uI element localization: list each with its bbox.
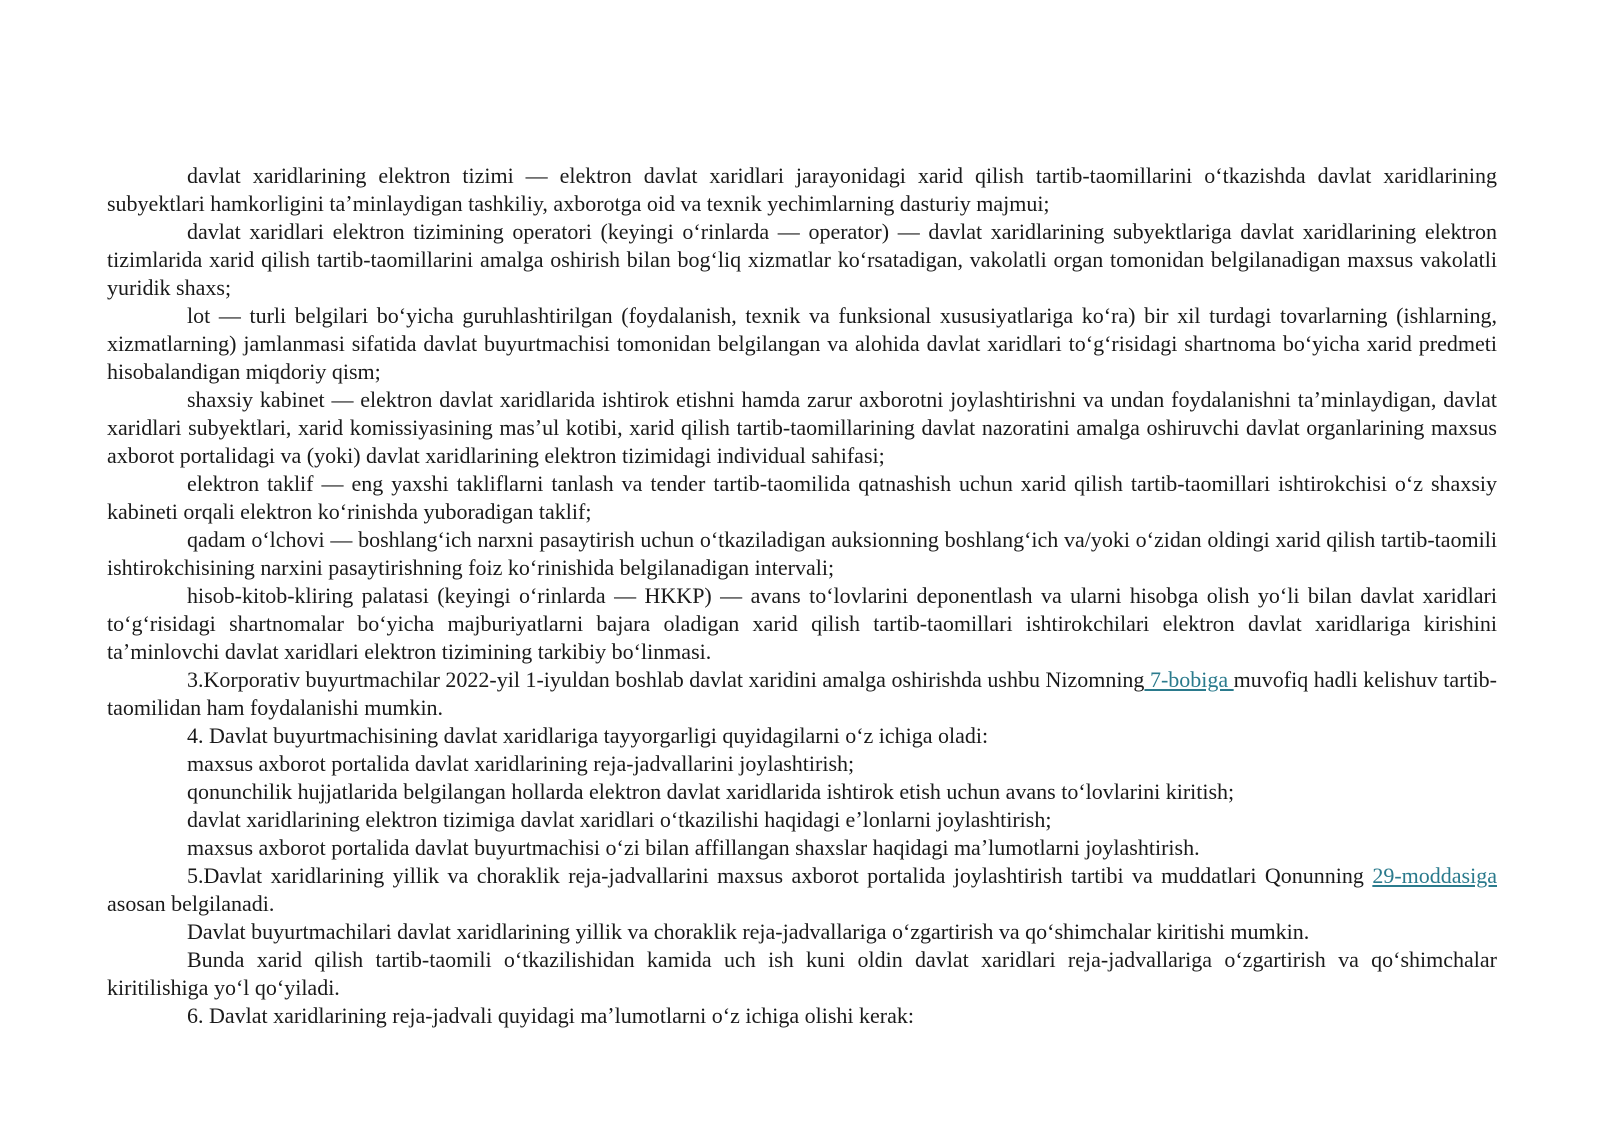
paragraph-schedule-order (107, 862, 1497, 918)
paragraph-text: 3.Korporativ buyurtmachilar 2022-yil 1-iyuldan boshlab davlat xaridini amalga oshirishda ushbu Nizomning (187, 667, 1145, 692)
link-chapter-7[interactable]: 7-bobiga (1144, 667, 1234, 692)
paragraph-personal-cabinet: shaxsiy kabinet — elektron davlat xaridlarida ishtirok etishni hamda zarur axborotni joylashtirishni va undan foydalanishni taʼminlaydigan, davlat xaridlari subyektlari, xarid komissiyasining masʼul kotibi, xarid qilish tartib-taomillarining davlat nazoratini amalga oshiruvchi davlat organlarining maxsus axborot portalidagi va (yoki) davlat xaridlarining elektron tizimidagi individual sahifasi; (107, 387, 1497, 468)
paragraph-text: asosan belgilanadi. (107, 891, 275, 916)
list-item-affiliates: maxsus axborot portalida davlat buyurtmachisi oʻzi bilan affillangan shaxslar haqidagi maʼlumotlarni joylashtirish. (187, 835, 1200, 860)
paragraph-lot: lot — turli belgilari boʻyicha guruhlashtirilgan (foydalanish, texnik va funksional xususiyatlariga koʻra) bir xil turdagi tovarlarning (ishlarning, xizmatlarning) jamlanmasi sifatida davlat buyurtmachisi tomonidan belgilangan va alohida davlat xaridlari toʻgʻrisidagi shartnoma boʻyicha xarid predmeti hisobalandigan miqdoriy qism; (107, 303, 1497, 384)
paragraph-text: 5.Davlat xaridlarining yillik va choraklik reja-jadvallarini maxsus axborot portalida joylashtirish tartibi va muddatlari Qonunning (187, 863, 1373, 888)
paragraph-electronic-offer: elektron taklif — eng yaxshi takliflarni tanlash va tender tartib-taomilida qatnashish uchun xarid qilish tartib-taomillari ishtirokchisi oʻz shaxsiy kabineti orqali elektron koʻrinishda yuboradigan taklif; (107, 471, 1497, 524)
list-item-schedules: maxsus axborot portalida davlat xaridlarining reja-jadvallarini joylashtirish; (187, 751, 855, 776)
paragraph-preparation: 4. Davlat buyurtmachisining davlat xaridlariga tayyorgarligi quyidagilarni oʻz ichiga oladi: (187, 723, 989, 748)
paragraph-operator: davlat xaridlari elektron tizimining operatori (keyingi oʻrinlarda — operator) — davlat xaridlarining subyektlariga davlat xaridlarining elektron tizimlarida xarid qilish tartib-taomillarini amalga oshirish bilan bogʻliq xizmatlar koʻrsatadigan, vakolatli organ tomonidan belgilanadigan maxsus vakolatli yuridik shaxs; (107, 219, 1497, 300)
paragraph-clearing-house: hisob-kitob-kliring palatasi (keyingi oʻrinlarda — HKKP) — avans toʻlovlarini deponentlash va ularni hisobga olish yoʻli bilan davlat xaridlari toʻgʻrisidagi shartnomalar boʻyicha majburiyatlarni bajara oladigan xarid qilish tartib-taomillari ishtirokchilari elektron davlat xaridlariga kirishini taʼminlovchi davlat xaridlari elektron tizimining tarkibiy boʻlinmasi. (107, 583, 1497, 664)
paragraph-electronic-system: davlat xaridlarining elektron tizimi — elektron davlat xaridlari jarayonidagi xarid qilish tartib-taomillarini oʻtkazishda davlat xaridlarining subyektlari hamkorligini taʼminlaydigan tashkiliy, axborotga oid va texnik yechimlarning dasturiy majmui; (107, 163, 1497, 216)
list-item-announcements: davlat xaridlarining elektron tizimiga davlat xaridlari oʻtkazilishi haqidagi eʼlonlarni joylashtirish; (187, 807, 1052, 832)
link-article-29[interactable]: 29-moddasiga (1372, 863, 1497, 888)
paragraph-text: muvofiq hadli kelishuv tartib-taomilidan ham foydalanishi mumkin. (107, 667, 1498, 720)
paragraph-step-size: qadam oʻlchovi — boshlangʻich narxni pasaytirish uchun oʻtkaziladigan auksionning boshlangʻich va/yoki oʻzidan oldingi xarid qilish tartib-taomili ishtirokchisining narxini pasaytirishning foiz koʻrinishida belgilanadigan intervali; (107, 527, 1497, 580)
paragraph-schedule-contents: 6. Davlat xaridlarining reja-jadvali quyidagi maʼlumotlarni oʻz ichiga olishi kerak: (187, 1003, 914, 1028)
paragraph-amendment-deadline: Bunda xarid qilish tartib-taomili oʻtkazilishidan kamida uch ish kuni oldin davlat xaridlari reja-jadvallariga oʻzgartirish va qoʻshimchalar kiritilishiga yoʻl qoʻyiladi. (107, 947, 1497, 1000)
list-item-advance-payments: qonunchilik hujjatlarida belgilangan hollarda elektron davlat xaridlarida ishtirok etish uchun avans toʻlovlarini kiritish; (187, 779, 1235, 804)
paragraph-amendments: Davlat buyurtmachilari davlat xaridlarining yillik va choraklik reja-jadvallariga oʻzgartirish va qoʻshimchalar kiritishi mumkin. (187, 919, 1310, 944)
paragraph-corporate-customers (107, 666, 1497, 722)
document-body (107, 162, 1497, 1030)
